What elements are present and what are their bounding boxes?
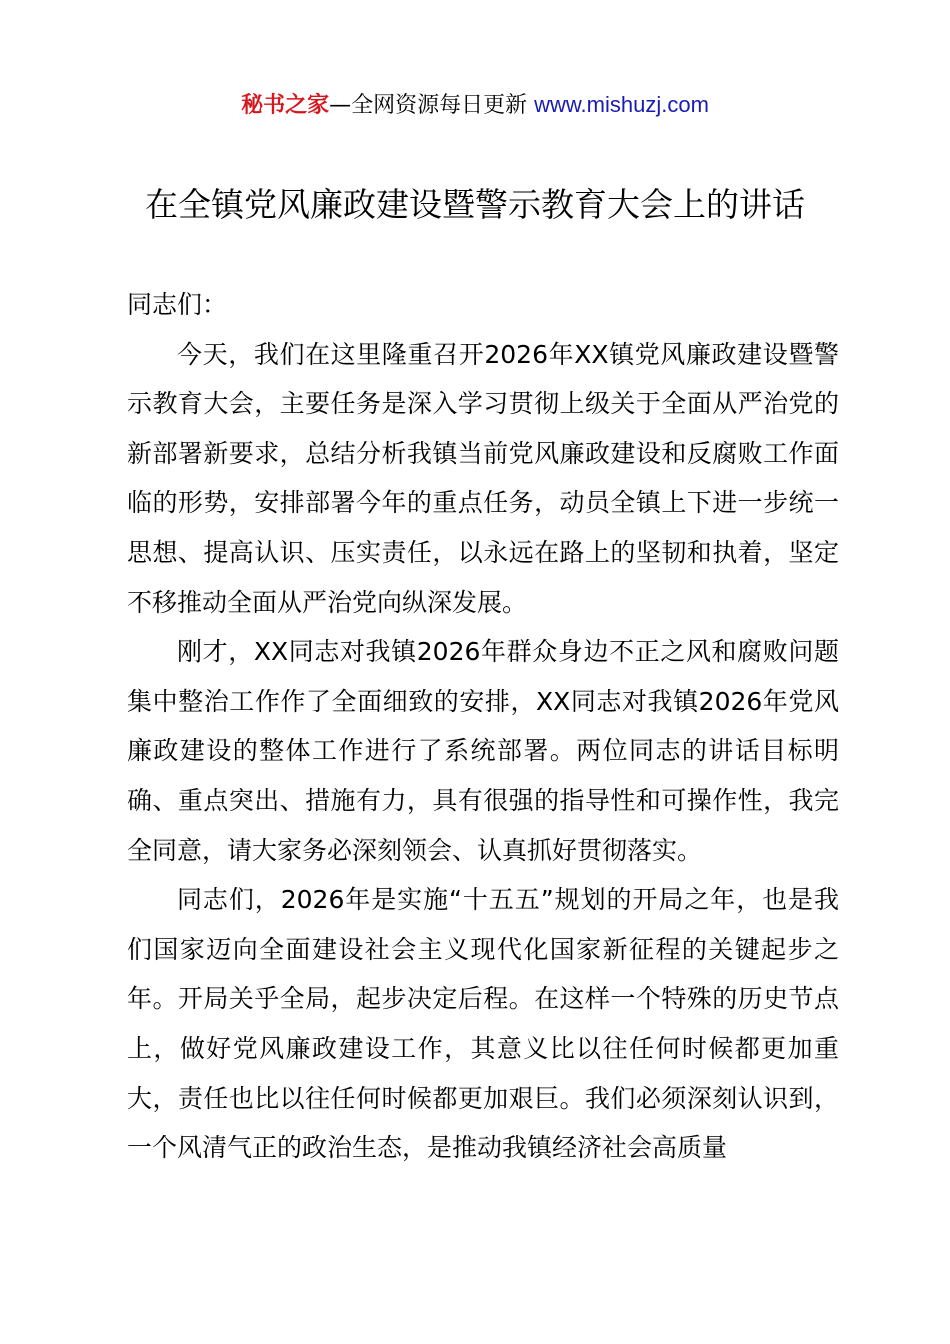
salutation: 同志们： <box>127 290 228 319</box>
document-title: 在全镇党风廉政建设暨警示教育大会上的讲话 <box>145 185 805 224</box>
site-header <box>0 88 950 123</box>
paragraph-1: 今天，我们在这里隆重召开2026年XX镇党风廉政建设暨警示教育大会，主要任务是深入学习贯彻上级关于全面从严治党的新部署新要求，总结分析我镇当前党风廉政建设和反腐败工作面临的形势，安排部署今年的重点任务，动员全镇上下进一步统一思想、提高认识、压实责任，以永远在路上的坚韧和执着，坚定不移推动全面从严治党向纵深发展。 <box>127 339 839 617</box>
paragraph-3: 同志们，2026年是实施“十五五”规划的开局之年，也是我们国家迈向全面建设社会主义现代化国家新征程的关键起步之年。开局关乎全局，起步决定后程。在这样一个特殊的历史节点上，做好党风廉政建设工作，其意义比以往任何时候都更加重大，责任也比以往任何时候都更加艰巨。我们必须深刻认识到，一个风清气正的政治生态，是推动我镇经济社会高质量 <box>127 885 839 1163</box>
speech-body <box>127 280 839 1173</box>
site-tagline: —全网资源每日更新 <box>329 93 535 118</box>
site-brand: 秘书之家 <box>241 93 330 118</box>
site-url-link[interactable]: www.mishuzj.com <box>534 92 709 117</box>
paragraph-2: 刚才，XX同志对我镇2026年群众身边不正之风和腐败问题集中整治工作作了全面细致的安排，XX同志对我镇2026年党风廉政建设的整体工作进行了系统部署。两位同志的讲话目标明确、重点突出、措施有力，具有很强的指导性和可操作性，我完全同意，请大家务必深刻领会、认真抓好贯彻落实。 <box>127 637 839 865</box>
